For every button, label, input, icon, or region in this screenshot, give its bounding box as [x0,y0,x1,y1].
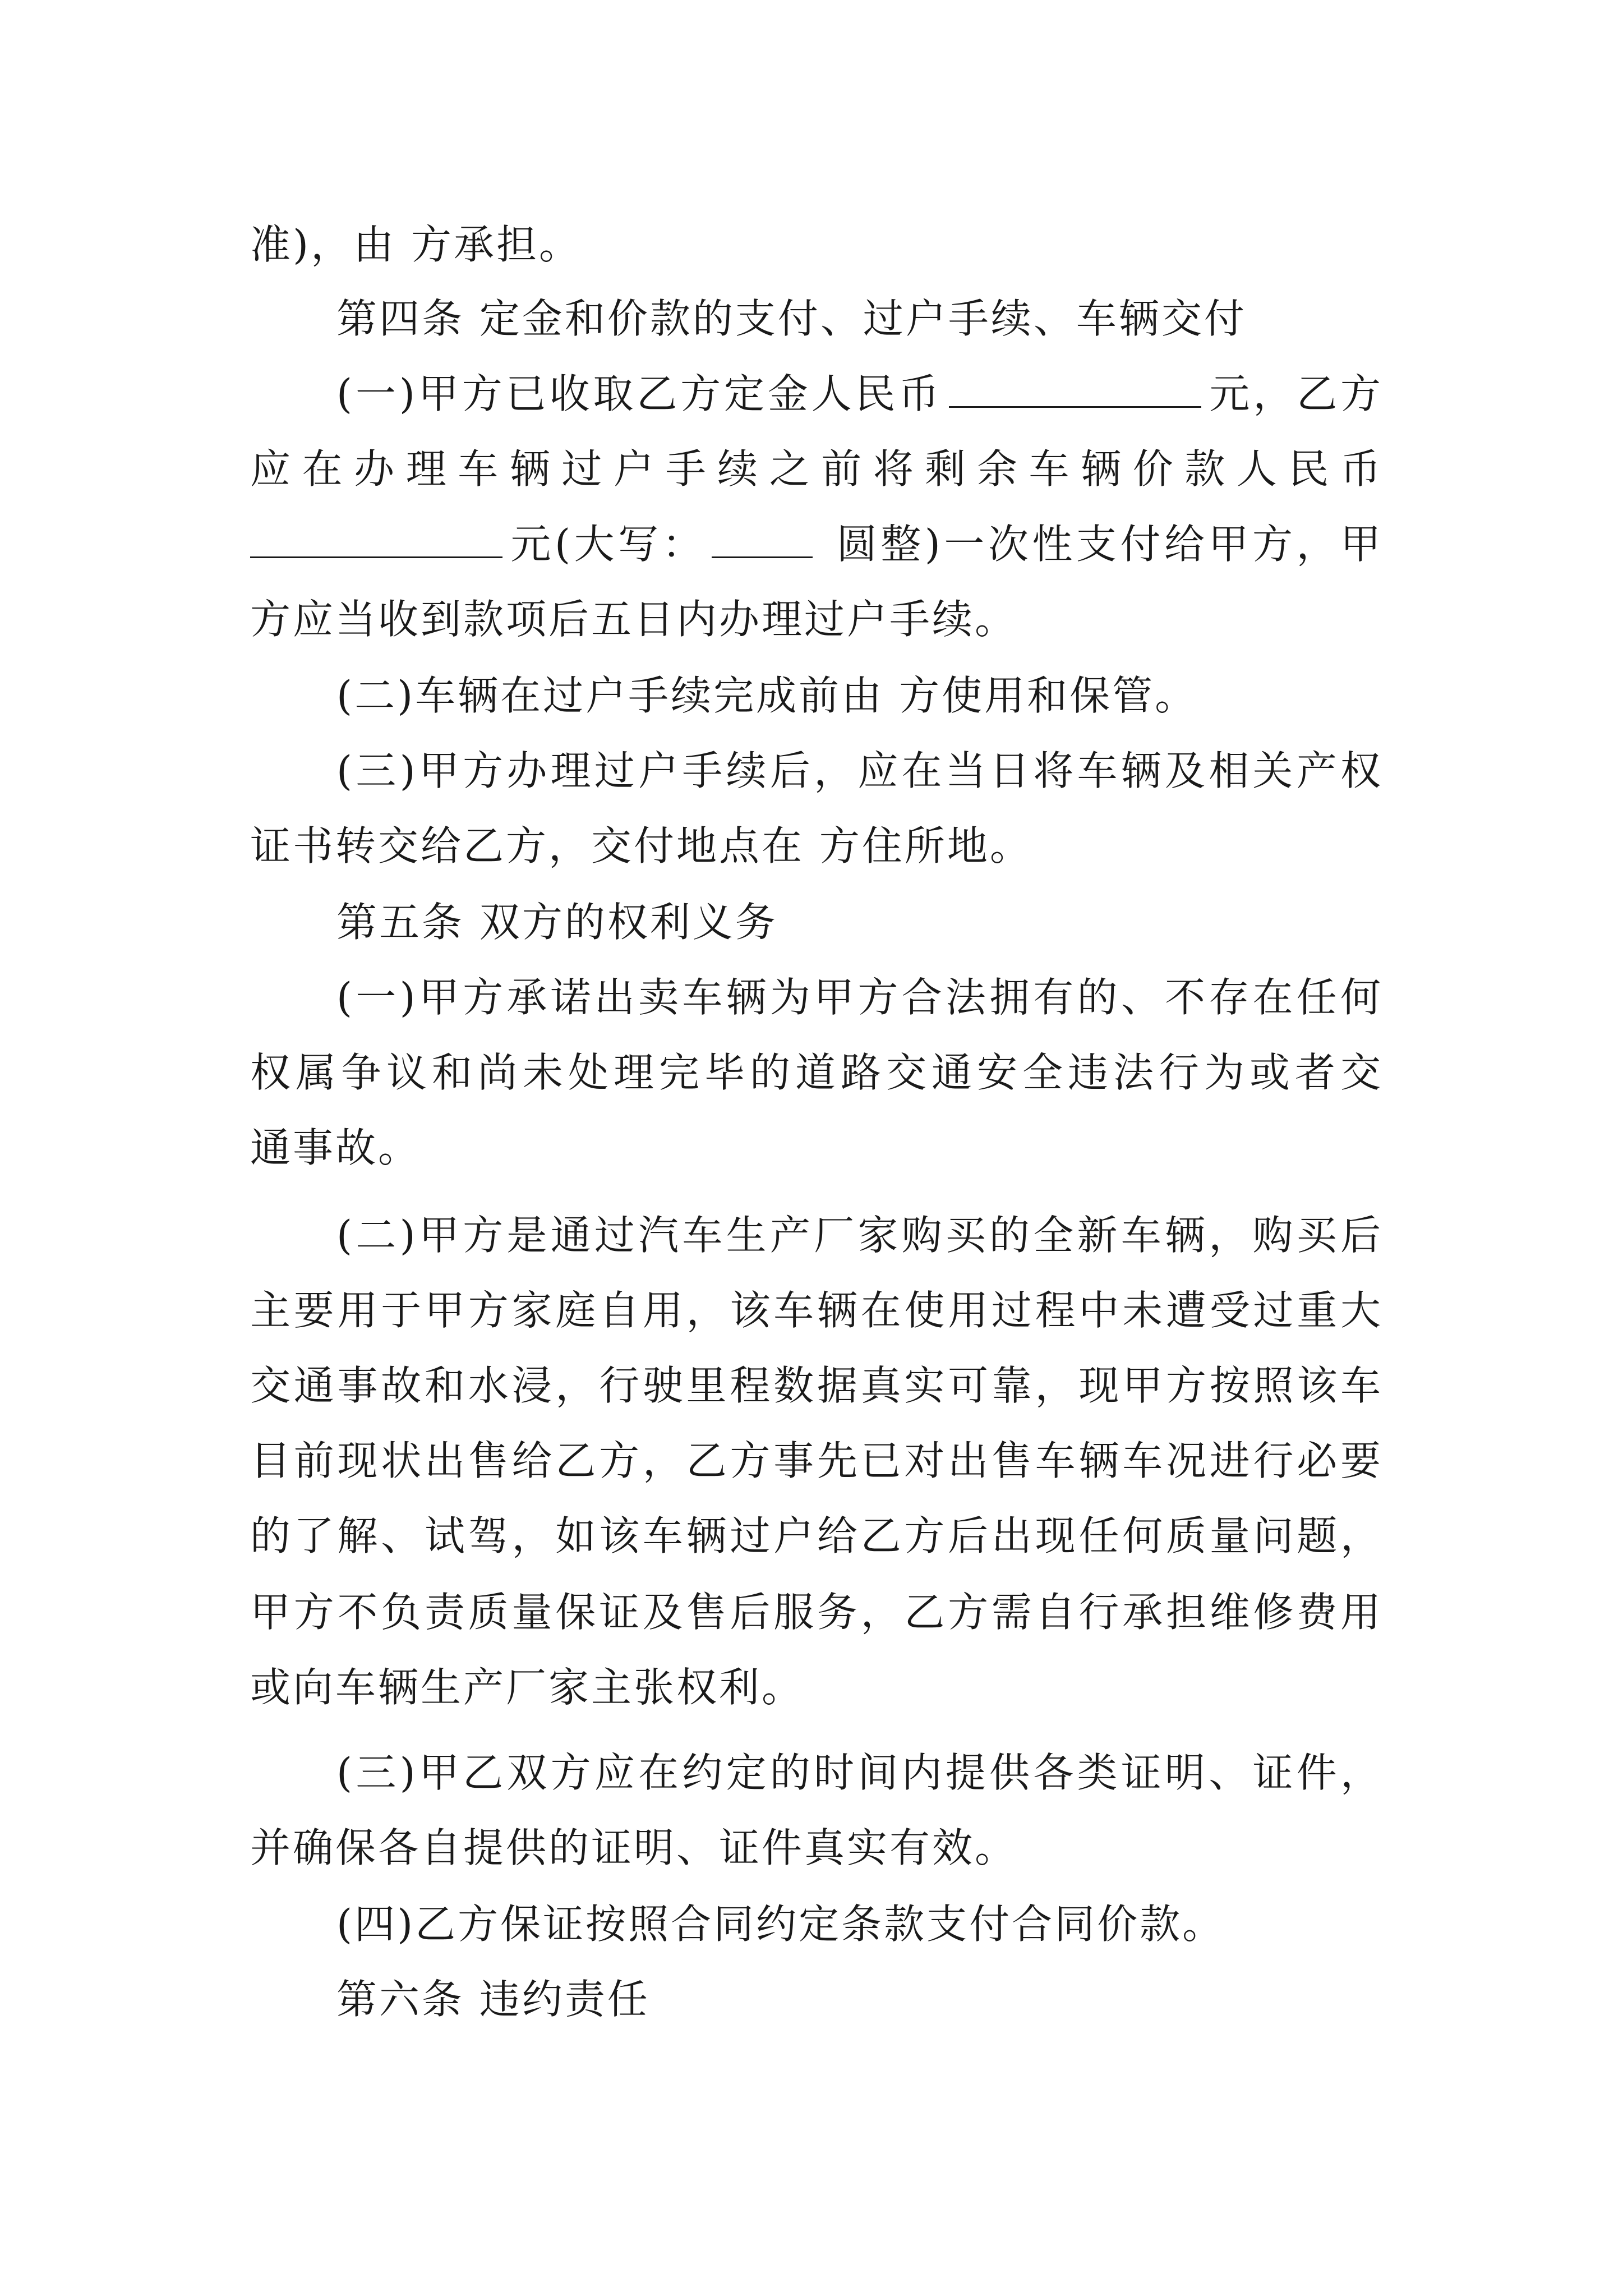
text-line-5 [250,506,1383,582]
text-line-4: 应在办理车辆过户手续之前将剩余车辆价款人民币 [250,445,1383,493]
text-segment: 元(大写： [509,521,707,568]
text-line-12: 权属争议和尚未处理完毕的道路交通安全违法行为或者交 [250,1049,1383,1096]
article-6-heading: 第六条 违约责任 [336,1976,650,2023]
text-line-1: 准)，由 方承担。 [250,221,582,268]
article-4-heading: 第四条 定金和价款的支付、过户手续、车辆交付 [336,295,1247,342]
text-line-23: (四)乙方保证按照合同约定条款支付合同价款。 [336,1901,1225,1948]
article-5-heading: 第五条 双方的权利义务 [336,899,778,946]
text-line-11: (一)甲方承诺出卖车辆为甲方合法拥有的、不存在任何 [336,974,1383,1021]
text-line-15: 主要用于甲方家庭自用，该车辆在使用过程中未遭受过重大 [250,1287,1383,1334]
text-line-20: 或向车辆生产厂家主张权利。 [250,1664,805,1711]
text-line-8: (三)甲方办理过户手续后，应在当日将车辆及相关产权 [336,747,1383,794]
text-line-3 [336,356,1383,432]
text-line-19: 甲方不负责质量保证及售后服务，乙方需自行承担维修费用 [250,1589,1383,1636]
text-line-22: 并确保各自提供的证明、证件真实有效。 [250,1824,1018,1871]
text-line-17: 目前现状出售给乙方，乙方事先已对出售车辆车况进行必要 [250,1437,1383,1484]
text-segment: (一)甲方已收取乙方定金人民币 [336,370,943,417]
text-line-6: 方应当收到款项后五日内办理过户手续。 [250,596,1018,643]
amount-in-words-blank [712,510,813,558]
text-line-7: (二)车辆在过户手续完成前由 方使用和保管。 [336,672,1198,719]
text-line-18: 的了解、试驾，如该车辆过户给乙方后出现任何质量问题， [250,1512,1383,1559]
text-line-21: (三)甲乙双方应在约定的时间内提供各类证明、证件， [336,1749,1383,1796]
text-segment: 元，乙方 [1208,370,1383,417]
text-line-9: 证书转交给乙方，交付地点在 方住所地。 [250,822,1032,869]
text-line-13: 通事故。 [250,1124,421,1171]
remaining-amount-blank [250,510,502,558]
deposit-amount-blank [949,360,1201,408]
text-line-14: (二)甲方是通过汽车生产厂家购买的全新车辆，购买后 [336,1212,1383,1259]
text-line-16: 交通事故和水浸，行驶里程数据真实可靠，现甲方按照该车 [250,1362,1383,1409]
text-segment: 圆整)一次性支付给甲方，甲 [835,521,1384,568]
